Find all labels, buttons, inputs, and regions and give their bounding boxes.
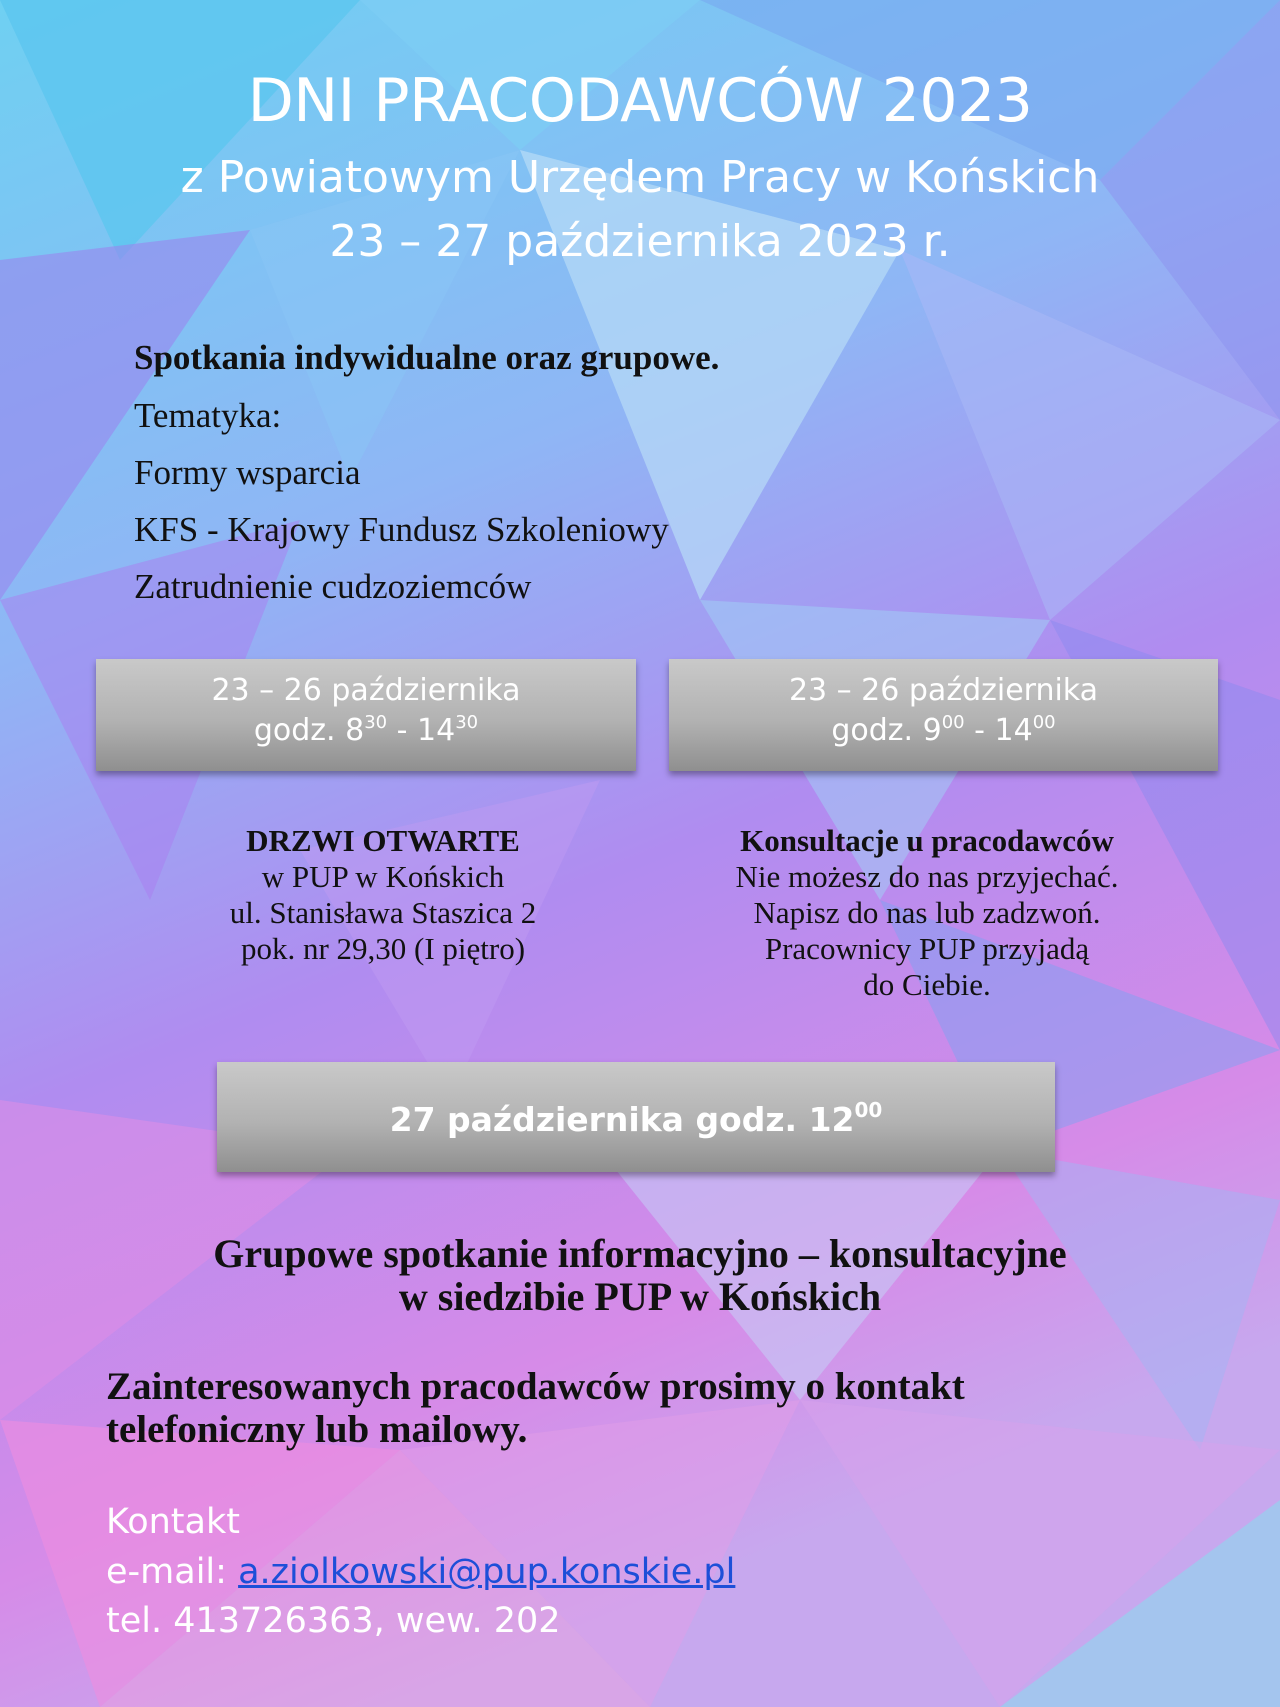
consultations-title: Konsultacje u pracodawców bbox=[740, 823, 1114, 858]
appeal-line: Zainteresowanych pracodawców prosimy o kontakt bbox=[106, 1365, 965, 1408]
topic-item: Zatrudnienie cudzoziemców bbox=[134, 567, 532, 606]
open-doors-line: ul. Stanisława Staszica 2 bbox=[229, 895, 537, 930]
topic-item: KFS - Krajowy Fundusz Szkoleniowy bbox=[134, 510, 669, 549]
consultations-line: Pracownicy PUP przyjadą bbox=[764, 931, 1090, 966]
schedule-hours: godz. $9^{00} - 14^{00}$ bbox=[831, 712, 1056, 748]
open-doors-title: DRZWI OTWARTE bbox=[246, 823, 520, 858]
poster-title: DNI PRACODAWCÓW 2023 bbox=[247, 66, 1033, 136]
topics-label: Tematyka: bbox=[134, 396, 282, 435]
final-event-box bbox=[217, 1062, 1055, 1172]
schedule-box-consultations bbox=[669, 659, 1218, 771]
schedule-hours: godz. $8^{30} - 14^{30}$ bbox=[253, 712, 479, 748]
meeting-line: Grupowe spotkanie informacyjno – konsultacyjne bbox=[213, 1231, 1067, 1276]
schedule-dates: 23 – 26 października bbox=[788, 673, 1099, 708]
intro-heading: Spotkania indywidualne oraz grupowe. bbox=[134, 338, 720, 377]
email-label: e-mail: bbox=[106, 1552, 239, 1592]
open-doors-line: pok. nr 29,30 (I piętro) bbox=[240, 931, 526, 966]
consultations-line: Napisz do nas lub zadzwoń. bbox=[753, 895, 1101, 930]
contact-email-row bbox=[106, 1552, 735, 1592]
contact-phone: tel. 413726363, wew. 202 bbox=[106, 1601, 561, 1641]
topic-item: Formy wsparcia bbox=[134, 453, 361, 492]
appeal-line: telefoniczny lub mailowy. bbox=[106, 1408, 528, 1451]
poster-subtitle: z Powiatowym Urzędem Pracy w Końskich bbox=[180, 152, 1100, 203]
consultations-line: Nie możesz do nas przyjechać. bbox=[735, 859, 1119, 894]
open-doors-line: w PUP w Końskich bbox=[261, 859, 505, 894]
consultations-line: do Ciebie. bbox=[863, 967, 991, 1002]
email-link[interactable]: a.ziolkowski@pup.konskie.pl bbox=[238, 1552, 736, 1592]
final-event-date: 27 października godz. $12^{00}$ bbox=[389, 1098, 883, 1139]
contact-label: Kontakt bbox=[106, 1502, 240, 1542]
meeting-line: w siedzibie PUP w Końskich bbox=[398, 1274, 882, 1319]
poster-dates: 23 – 27 października 2023 r. bbox=[329, 216, 951, 267]
schedule-box-open-doors bbox=[96, 659, 636, 771]
consultations-info bbox=[640, 823, 1214, 1003]
open-doors-info bbox=[150, 823, 616, 967]
schedule-dates: 23 – 26 października bbox=[211, 673, 521, 708]
